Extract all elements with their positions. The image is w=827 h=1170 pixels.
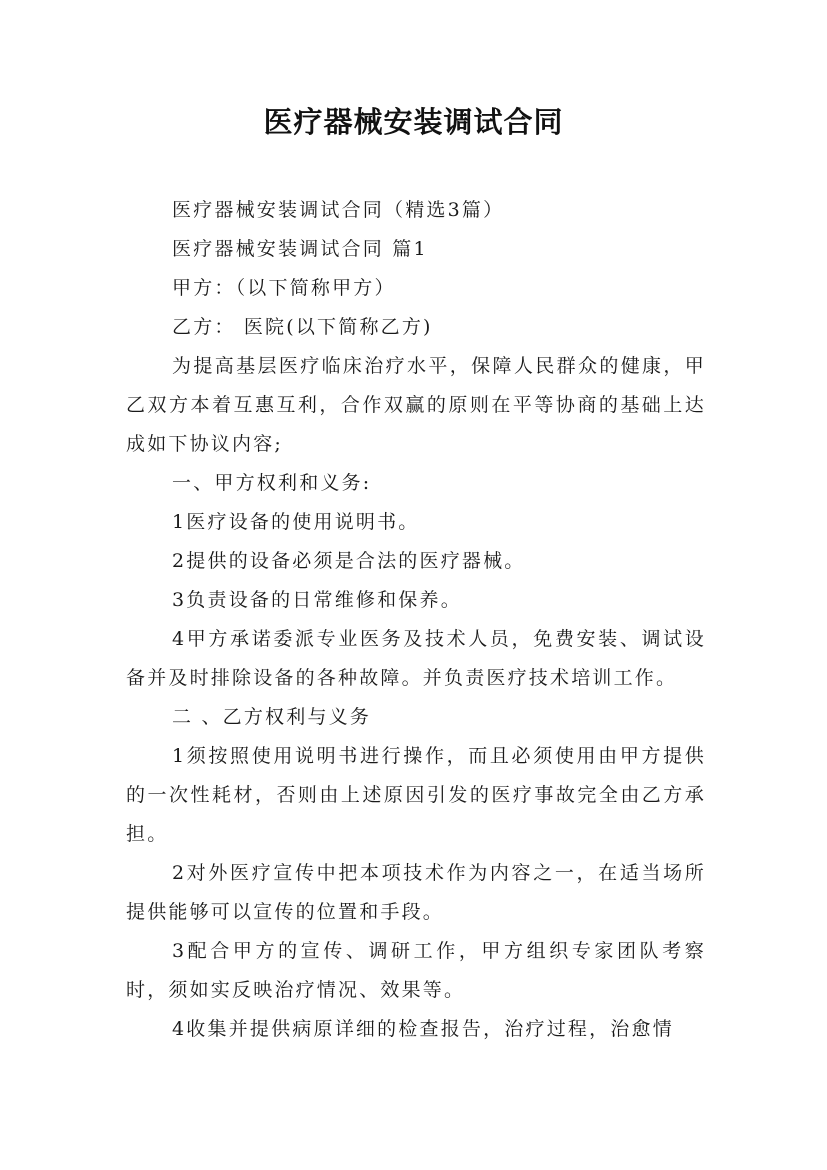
party-b-item-2: 2对外医疗宣传中把本项技术作为内容之一，在适当场所提供能够可以宣传的位置和手段。 [126, 862, 706, 923]
section-heading: 医疗器械安装调试合同 篇1 [172, 238, 428, 260]
party-b-line: 乙方： 医院(以下简称乙方) [172, 316, 433, 338]
preamble-paragraph: 为提高基层医疗临床治疗水平，保障人民群众的健康，甲乙双方本着互惠互利，合作双赢的原则在平等协商的基础上达成如下协议内容; [126, 355, 706, 455]
party-b-item-4: 4收集并提供病原详细的检查报告，治疗过程，治愈情 [172, 1018, 674, 1040]
party-b-item-3: 3配合甲方的宣传、调研工作，甲方组织专家团队考察时，须如实反映治疗情况、效果等。 [126, 940, 706, 1001]
party-a-item-2: 2提供的设备必须是合法的医疗器械。 [172, 550, 526, 572]
document-body [126, 191, 706, 1049]
party-a-item-1: 1医疗设备的使用说明书。 [172, 511, 420, 533]
subtitle-line: 医疗器械安装调试合同（精选3篇） [172, 199, 505, 221]
party-a-item-4: 4甲方承诺委派专业医务及技术人员，免费安装、调试设备并及时排除设备的各种故障。并负责医疗技术培训工作。 [126, 628, 706, 689]
party-a-heading: 一、甲方权利和义务: [172, 472, 372, 494]
party-b-heading: 二 、乙方权利与义务 [172, 706, 372, 728]
document-title: 医疗器械安装调试合同 [263, 105, 564, 139]
party-a-line: 甲方：（以下简称甲方） [172, 277, 396, 299]
party-a-item-3: 3负责设备的日常维修和保养。 [172, 589, 462, 611]
party-b-item-1: 1须按照使用说明书进行操作，而且必须使用由甲方提供的一次性耗材，否则由上述原因引发的医疗事故完全由乙方承担。 [126, 745, 706, 845]
